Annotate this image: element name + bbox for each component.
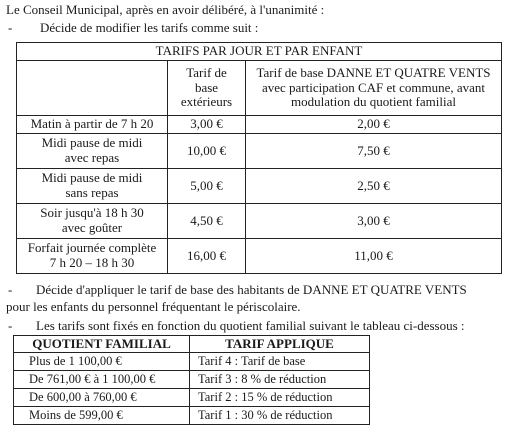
decision-line: Les tarifs sont fixés en fonction du quotient familial suivant le tableau ci-dessous :	[36, 318, 465, 333]
table-row: De 600,00 à 760,00 € Tarif 2 : 15 % de réduction	[14, 389, 370, 407]
table-row: Moins de 599,00 € Tarif 1 : 30 % de réduction	[14, 407, 370, 425]
header-tarif-applique: TARIF APPLIQUE	[190, 336, 370, 353]
bullet-dash: -	[8, 318, 13, 333]
decision-line: pour les enfants du personnel fréquentant le périscolaire.	[6, 299, 301, 314]
table-row: Midi pause de midi avec repas 10,00 € 7,50 €	[17, 134, 502, 169]
tarifs-table-title: TARIFS PAR JOUR ET PAR ENFANT	[17, 43, 502, 61]
table-row: Forfait journée complète 7 h 20 – 18 h 30 16,00 € 11,00 €	[17, 239, 502, 274]
header-tarif-base: Tarif de base DANNE ET QUATRE VENTS avec participation CAF et commune, avant modulation du quotient familial	[246, 61, 502, 116]
table-row: Soir jusqu'à 18 h 30 avec goûter 4,50 € 3,00 €	[17, 204, 502, 239]
bullet-dash: -	[8, 20, 13, 35]
decision-line: Décide d'appliquer le tarif de base des habitants de DANNE ET QUATRE VENTS	[36, 282, 467, 297]
header-quotient-familial: QUOTIENT FAMILIAL	[14, 336, 190, 353]
quotient-familial-table	[13, 335, 370, 425]
tarifs-table	[16, 42, 502, 274]
empty-header-cell	[17, 61, 168, 116]
intro-line: Le Conseil Municipal, après en avoir délibéré, à l'unanimité :	[6, 2, 325, 17]
header-tarif-exterieurs: Tarif de base extérieurs	[168, 61, 246, 116]
bullet-dash: -	[8, 282, 13, 297]
table-row: Plus de 1 100,00 € Tarif 4 : Tarif de base	[14, 353, 370, 371]
table-row: De 761,00 € à 1 100,00 € Tarif 3 : 8 % de réduction	[14, 371, 370, 389]
table-row: Matin à partir de 7 h 20 3,00 € 2,00 €	[17, 116, 502, 134]
table-row: Midi pause de midi sans repas 5,00 € 2,50 €	[17, 169, 502, 204]
decision-line: Décide de modifier les tarifs comme suit :	[40, 20, 259, 35]
